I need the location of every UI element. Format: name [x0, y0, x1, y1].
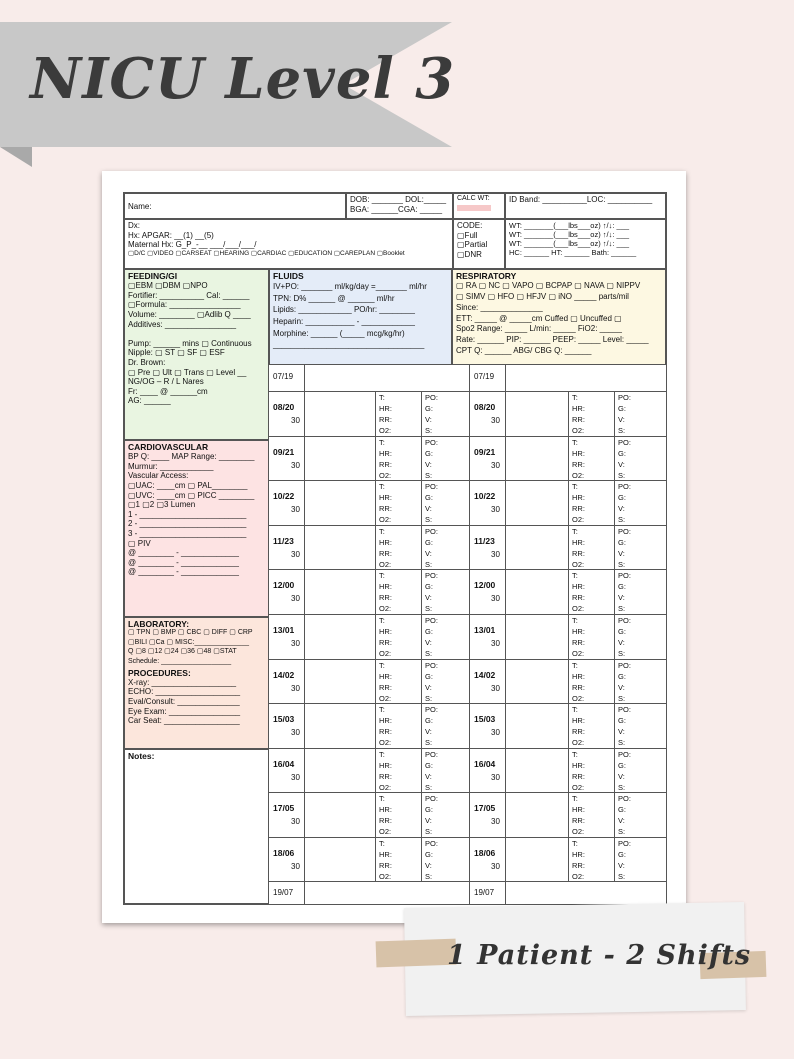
form-line: Nipple: ▢ ST ▢ SF ▢ ESF — [128, 348, 225, 358]
form-line: Spo2 Range: _____ L/min: _____ FiO2: _____ — [456, 324, 622, 334]
time-label-right: 08/20 — [474, 402, 496, 412]
io-labels-left: PO: G: V: S: — [425, 393, 438, 435]
io-labels-left: PO: G: V: S: — [425, 705, 438, 748]
respiratory-section — [452, 269, 666, 365]
fluids-title: FLUIDS — [273, 271, 304, 281]
banner-fold — [0, 147, 32, 167]
hour-row — [269, 480, 666, 525]
dx-section — [124, 219, 453, 269]
io-labels-left: PO: G: V: S: — [425, 660, 438, 703]
hour-row — [269, 569, 666, 614]
form-line — [128, 329, 265, 339]
cell-divider — [375, 660, 376, 704]
form-line: Eye Exam: ________________ — [128, 706, 241, 716]
cell-divider — [614, 392, 615, 436]
form-line: @ ________ - _____________ — [128, 557, 239, 567]
half-hour-label-left: 30 — [291, 639, 300, 648]
weights-section — [505, 219, 666, 269]
io-labels-right: PO: G: V: S: — [618, 482, 631, 525]
form-line: ▢ SIMV ▢ HFO ▢ HFJV ▢ iNO _____ parts/mil — [456, 291, 629, 301]
time-label-right: 19/07 — [474, 888, 495, 897]
time-label-left: 07/19 — [273, 372, 294, 381]
time-label-right: 10/22 — [474, 491, 496, 502]
time-label-right: 15/03 — [474, 714, 496, 725]
half-hour-label-left: 30 — [291, 416, 300, 425]
maternal-hx-label: Maternal Hx: G_P_-__ ___/___/___/ — [128, 240, 257, 250]
io-labels-right: PO: G: V: S: — [618, 616, 631, 658]
half-hour-label-right: 30 — [491, 772, 500, 782]
io-labels-right: PO: G: V: S: — [618, 839, 631, 881]
form-line: Eval/Consult: ______________ — [128, 696, 240, 706]
time-label-left: 19/07 — [273, 888, 294, 897]
cell-divider — [421, 749, 422, 793]
cell-divider — [375, 838, 376, 882]
form-line: Fortifier: __________ Cal: ______ — [128, 290, 250, 300]
half-hour-label-right: 30 — [491, 505, 500, 515]
form-line: Heparin: ___________ - ____________ — [273, 316, 415, 326]
half-hour-label-right: 30 — [491, 460, 500, 470]
vitals-labels-right: T: HR: RR: O2: — [572, 437, 585, 480]
vitals-labels-right: T: HR: RR: O2: — [572, 839, 585, 881]
report-form — [123, 192, 667, 905]
cell-divider — [614, 615, 615, 659]
form-line: ▢ PIV — [128, 538, 151, 548]
cell-divider — [614, 838, 615, 882]
io-labels-left: PO: G: V: S: — [425, 437, 438, 480]
vitals-labels-left: T: HR: RR: O2: — [379, 616, 392, 658]
vitals-labels-left: T: HR: RR: O2: — [379, 437, 392, 480]
cell-divider — [421, 704, 422, 748]
time-label-left: 12/00 — [273, 580, 295, 591]
weight-line-1: WT: _______(___lbs___oz) ↑/↓: ___ — [509, 221, 630, 230]
feeding-lines — [128, 281, 265, 406]
form-line: ▢UVC: ____cm ▢ PICC ________ — [128, 490, 255, 500]
time-label-left: 17/05 — [273, 803, 295, 814]
hour-row — [269, 792, 666, 837]
calc-wt-box — [457, 205, 491, 211]
hour-row — [269, 614, 666, 659]
form-line: ▢ TPN ▢ BMP ▢ CBC ▢ DIFF ▢ CRP — [128, 629, 253, 637]
respiratory-lines — [456, 281, 662, 357]
cell-divider — [614, 704, 615, 748]
form-line: Q ▢8 ▢12 ▢24 ▢36 ▢48 ▢STAT — [128, 648, 237, 656]
half-hour-label-left: 30 — [291, 772, 300, 782]
time-label-left: 08/20 — [273, 402, 295, 412]
time-label-left: 10/22 — [273, 491, 295, 502]
time-label-left: 13/01 — [273, 625, 295, 635]
hour-row — [269, 748, 666, 793]
grid-row-first — [269, 365, 666, 391]
io-labels-right: PO: G: V: S: — [618, 705, 631, 748]
time-label-right: 13/01 — [474, 625, 496, 635]
form-line: Volume: ________ ▢Adlib Q ____ — [128, 309, 251, 319]
form-line: Car Seat: _________________ — [128, 716, 240, 726]
io-labels-left: PO: G: V: S: — [425, 526, 438, 569]
footer-label: 1 Patient - 2 Shifts — [447, 940, 752, 971]
half-hour-label-right: 30 — [491, 549, 500, 559]
code-full-checkbox: ▢Full — [457, 230, 478, 240]
calc-wt-field — [453, 193, 505, 219]
cell-divider — [375, 793, 376, 837]
form-line: ▢1 ▢2 ▢3 Lumen — [128, 500, 196, 510]
form-line: @ ________ - _____________ — [128, 548, 239, 558]
code-section — [453, 219, 505, 269]
lab-lines — [128, 629, 265, 667]
io-labels-right: PO: G: V: S: — [618, 571, 631, 614]
name-label: Name: — [128, 202, 152, 211]
cell-divider — [614, 660, 615, 704]
cell-divider — [421, 793, 422, 837]
tape-strip — [376, 939, 457, 968]
hour-row — [269, 525, 666, 570]
form-line: ▢ Pre ▢ Ult ▢ Trans ▢ Level __ — [128, 367, 247, 377]
io-labels-right: PO: G: V: S: — [618, 393, 631, 435]
time-label-right: 17/05 — [474, 803, 496, 814]
cell-divider — [375, 704, 376, 748]
cardio-title: CARDIOVASCULAR — [128, 442, 209, 452]
cell-divider — [614, 437, 615, 481]
hour-row — [269, 837, 666, 882]
half-hour-label-right: 30 — [491, 416, 500, 425]
time-label-right: 09/21 — [474, 446, 496, 457]
half-hour-label-right: 30 — [491, 728, 500, 738]
cell-divider — [614, 526, 615, 570]
discharge-checklist: ▢D/C ▢VIDEO ▢CARSEAT ▢HEARING ▢CARDIAC ▢EDUCATION ▢CAREPLAN ▢Booklet — [128, 249, 405, 257]
vitals-labels-right: T: HR: RR: O2: — [572, 616, 585, 658]
cell-divider — [421, 615, 422, 659]
hourly-grid — [269, 365, 666, 904]
half-hour-label-left: 30 — [291, 817, 300, 827]
vitals-labels-left: T: HR: RR: O2: — [379, 526, 392, 569]
time-label-left: 09/21 — [273, 446, 295, 457]
cell-divider — [568, 437, 569, 481]
cell-divider — [421, 570, 422, 614]
half-hour-label-right: 30 — [491, 817, 500, 827]
io-labels-left: PO: G: V: S: — [425, 749, 438, 792]
dob-field — [346, 193, 453, 219]
vitals-labels-left: T: HR: RR: O2: — [379, 660, 392, 703]
form-line: ▢UAC: ____cm ▢ PAL________ — [128, 480, 248, 490]
form-line: ▢BILI ▢Ca ▢ MISC:______________ — [128, 638, 250, 646]
form-line: BP Q: ____ MAP Range: ________ — [128, 452, 255, 462]
cell-divider — [375, 570, 376, 614]
form-line: @ ________ - _____________ — [128, 567, 239, 577]
lab-section — [124, 617, 269, 749]
cell-divider — [568, 660, 569, 704]
form-line: 2 - ________________________ — [128, 519, 247, 529]
vitals-labels-right: T: HR: RR: O2: — [572, 526, 585, 569]
half-hour-label-left: 30 — [291, 460, 300, 470]
vitals-labels-right: T: HR: RR: O2: — [572, 660, 585, 703]
code-dnr-checkbox: ▢DNR — [457, 249, 482, 259]
time-label-left: 18/06 — [273, 848, 295, 858]
cell-divider — [375, 615, 376, 659]
feeding-title: FEEDING/GI — [128, 271, 178, 281]
respiratory-title: RESPIRATORY — [456, 271, 517, 281]
grid-row-last — [269, 881, 666, 904]
vitals-labels-left: T: HR: RR: O2: — [379, 839, 392, 881]
form-line: CPT Q: ______ ABG/ CBG Q: ______ — [456, 345, 592, 355]
io-labels-right: PO: G: V: S: — [618, 437, 631, 480]
form-line: Rate: ______ PIP: ______ PEEP: _____ Level: _____ — [456, 335, 649, 345]
notes-section — [124, 749, 269, 904]
cell-divider — [375, 392, 376, 436]
form-line: Fr: ____ @ ______cm — [128, 386, 208, 396]
form-line: ETT: _____ @ _____cm Cuffed ▢ Uncuffed ▢ — [456, 313, 622, 323]
cell-divider — [421, 392, 422, 436]
cell-divider — [375, 749, 376, 793]
form-line: Since: ______________ — [456, 302, 543, 312]
form-line: Dr. Brown: — [128, 357, 166, 367]
cell-divider — [614, 481, 615, 525]
io-labels-left: PO: G: V: S: — [425, 571, 438, 614]
vitals-labels-left: T: HR: RR: O2: — [379, 482, 392, 525]
dob-label: DOB: _______ DOL:_____ — [350, 195, 447, 204]
weight-line-2: WT: _______(___lbs___oz) ↑/↓: ___ — [509, 230, 630, 239]
banner-title: NICU Level 3 — [30, 46, 456, 112]
form-line: Pump: ______ mins ▢ Continuous — [128, 338, 252, 348]
code-label: CODE: — [457, 221, 483, 230]
form-line: NG/OG – R / L Nares — [128, 377, 204, 387]
half-hour-label-left: 30 — [291, 862, 300, 871]
vitals-labels-right: T: HR: RR: O2: — [572, 393, 585, 435]
vitals-labels-left: T: HR: RR: O2: — [379, 571, 392, 614]
hour-row — [269, 391, 666, 436]
cell-divider — [421, 838, 422, 882]
cell-divider — [568, 570, 569, 614]
vitals-labels-left: T: HR: RR: O2: — [379, 705, 392, 748]
form-line: ▢EBM ▢DBM ▢NPO — [128, 281, 208, 291]
form-line: Schedule: __________________ — [128, 657, 232, 665]
form-line: Murmur: ____________ — [128, 461, 214, 471]
cell-divider — [421, 526, 422, 570]
cell-divider — [568, 526, 569, 570]
io-labels-right: PO: G: V: S: — [618, 794, 631, 837]
cell-divider — [568, 749, 569, 793]
hour-row — [269, 703, 666, 748]
form-line: 3 - ________________________ — [128, 528, 247, 538]
form-line: TPN: D% ______ @ ______ ml/hr — [273, 293, 395, 303]
cell-divider — [614, 793, 615, 837]
form-line: X-ray: ___________________ — [128, 677, 237, 687]
half-hour-label-left: 30 — [291, 728, 300, 738]
cardio-lines — [128, 452, 265, 577]
vitals-labels-left: T: HR: RR: O2: — [379, 794, 392, 837]
cell-divider — [568, 793, 569, 837]
lab-title: LABORATORY: — [128, 619, 190, 629]
fluids-lines — [273, 281, 448, 351]
cell-divider — [568, 615, 569, 659]
time-label-right: 11/23 — [474, 535, 495, 546]
io-labels-right: PO: G: V: S: — [618, 660, 631, 703]
io-labels-right: PO: G: V: S: — [618, 526, 631, 569]
io-labels-left: PO: G: V: S: — [425, 839, 438, 881]
procedure-lines — [128, 678, 265, 726]
time-label-right: 16/04 — [474, 758, 496, 769]
cardio-section — [124, 440, 269, 617]
io-labels-left: PO: G: V: S: — [425, 616, 438, 658]
cell-divider — [568, 392, 569, 436]
form-line: ▢ RA ▢ NC ▢ VAPO ▢ BCPAP ▢ NAVA ▢ NIPPV — [456, 281, 641, 291]
cell-divider — [614, 570, 615, 614]
form-line: Vascular Access: — [128, 471, 189, 481]
vitals-labels-left: T: HR: RR: O2: — [379, 393, 392, 435]
time-label-left: 15/03 — [273, 714, 295, 725]
weight-line-3: WT: _______(___lbs___oz) ↑/↓: ___ — [509, 239, 630, 248]
notes-title: Notes: — [128, 751, 155, 761]
calc-wt-label: CALC WT: — [457, 195, 490, 202]
dx-label: Dx: — [128, 221, 140, 230]
vitals-labels-right: T: HR: RR: O2: — [572, 749, 585, 792]
io-labels-left: PO: G: V: S: — [425, 482, 438, 525]
id-band-field — [505, 193, 666, 219]
time-label-left: 11/23 — [273, 535, 294, 546]
form-line: __________________________________ — [273, 340, 425, 350]
half-hour-label-right: 30 — [491, 683, 500, 693]
form-line: ECHO: ___________________ — [128, 687, 241, 697]
form-line: Morphine: ______ (_____ mcg/kg/hr) — [273, 328, 405, 338]
name-field — [124, 193, 346, 219]
bga-label: BGA: ______CGA: _____ — [350, 204, 443, 214]
half-hour-label-right: 30 — [491, 639, 500, 648]
half-hour-label-right: 30 — [491, 862, 500, 871]
form-line: ▢Formula: ________________ — [128, 300, 241, 310]
vitals-labels-right: T: HR: RR: O2: — [572, 571, 585, 614]
form-line: AG: ______ — [128, 396, 171, 406]
form-line: IV+PO: _______ ml/kg/day =_______ ml/hr — [273, 282, 427, 292]
cell-divider — [421, 660, 422, 704]
cell-divider — [568, 838, 569, 882]
cell-divider — [614, 749, 615, 793]
hour-row — [269, 659, 666, 704]
vitals-labels-right: T: HR: RR: O2: — [572, 705, 585, 748]
feeding-section — [124, 269, 269, 440]
time-label-right: 12/00 — [474, 580, 496, 591]
half-hour-label-left: 30 — [291, 594, 300, 604]
fluids-section — [269, 269, 452, 365]
apgar-label: Hx: APGAR: __(1) __(5) — [128, 230, 214, 240]
report-sheet — [102, 171, 686, 923]
hour-row — [269, 436, 666, 481]
vitals-labels-right: T: HR: RR: O2: — [572, 794, 585, 837]
time-label-right: 07/19 — [474, 372, 495, 381]
vitals-labels-right: T: HR: RR: O2: — [572, 482, 585, 525]
io-labels-right: PO: G: V: S: — [618, 749, 631, 792]
half-hour-label-right: 30 — [491, 594, 500, 604]
half-hour-label-left: 30 — [291, 549, 300, 559]
hc-ht-bath-line: HC: ______ HT: ______ Bath: ______ — [509, 248, 637, 257]
id-band-label: ID Band: __________LOC: __________ — [509, 195, 653, 204]
form-line: Additives: ________________ — [128, 319, 237, 329]
code-partial-checkbox: ▢Partial — [457, 240, 488, 250]
cell-divider — [375, 481, 376, 525]
procedures-title: PROCEDURES: — [128, 667, 191, 678]
vitals-labels-left: T: HR: RR: O2: — [379, 749, 392, 792]
cell-divider — [421, 481, 422, 525]
time-label-right: 18/06 — [474, 848, 496, 858]
cell-divider — [568, 481, 569, 525]
time-label-left: 14/02 — [273, 669, 295, 680]
form-line: Lipids: ____________ PO/hr: ________ — [273, 305, 415, 315]
time-label-right: 14/02 — [474, 669, 496, 680]
cell-divider — [375, 437, 376, 481]
cell-divider — [375, 526, 376, 570]
io-labels-left: PO: G: V: S: — [425, 794, 438, 837]
form-line: 1 - ________________________ — [128, 509, 247, 519]
cell-divider — [568, 704, 569, 748]
half-hour-label-left: 30 — [291, 683, 300, 693]
cell-divider — [421, 437, 422, 481]
half-hour-label-left: 30 — [291, 505, 300, 515]
time-label-left: 16/04 — [273, 758, 295, 769]
